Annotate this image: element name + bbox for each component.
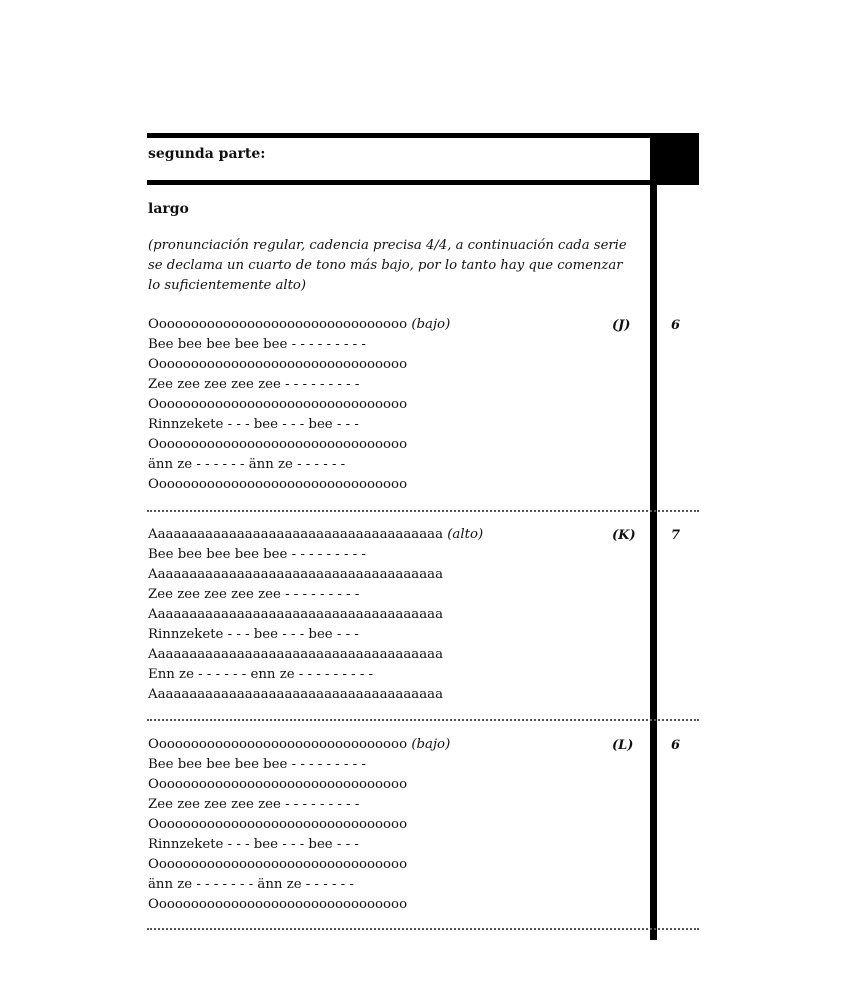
block-marker: (L) xyxy=(612,738,634,753)
block-number: 7 xyxy=(671,528,681,543)
verse-line: Enn ze - - - - - - enn ze - - - - - - - - - xyxy=(148,667,374,682)
verse-line: Rinnzekete - - - bee - - - bee - - - xyxy=(148,627,359,642)
verse-line: änn ze - - - - - - - änn ze - - - - - - xyxy=(148,877,354,892)
verse-line xyxy=(148,315,648,335)
verse-line: Zee zee zee zee zee - - - - - - - - - xyxy=(148,377,360,392)
top-rule xyxy=(147,133,699,138)
verse-line: Bee bee bee bee bee - - - - - - - - - xyxy=(148,547,366,562)
verse-line: Bee bee bee bee bee - - - - - - - - - xyxy=(148,337,366,352)
verse-line: Zee zee zee zee zee - - - - - - - - - xyxy=(148,587,360,602)
verse-block-j xyxy=(148,315,648,495)
verse-line: Aaaaaaaaaaaaaaaaaaaaaaaaaaaaaaaaaaaaa xyxy=(148,647,443,662)
section-title: largo xyxy=(148,201,189,217)
dotted-separator xyxy=(147,928,699,930)
verse-line: änn ze - - - - - - änn ze - - - - - - xyxy=(148,457,346,472)
verse-line: Oooooooooooooooooooooooooooooooo xyxy=(148,857,408,872)
verse-line: Oooooooooooooooooooooooooooooooo xyxy=(148,817,408,832)
verse-line: Oooooooooooooooooooooooooooooooo xyxy=(148,897,408,912)
dotted-separator xyxy=(147,719,699,721)
header-black-box xyxy=(650,133,699,185)
verse-line xyxy=(148,525,648,545)
pitch-note: (bajo) xyxy=(411,737,451,752)
verse-line: Aaaaaaaaaaaaaaaaaaaaaaaaaaaaaaaaaaaaa xyxy=(148,607,443,622)
block-number: 6 xyxy=(671,318,681,333)
verse-line: Zee zee zee zee zee - - - - - - - - - xyxy=(148,797,360,812)
dotted-separator xyxy=(147,510,699,512)
pitch-note: (bajo) xyxy=(411,317,451,332)
pitch-note: (alto) xyxy=(447,527,484,542)
verse-line: Aaaaaaaaaaaaaaaaaaaaaaaaaaaaaaaaaaaaa xyxy=(148,687,443,702)
verse-block-k xyxy=(148,525,648,705)
block-number: 6 xyxy=(671,738,681,753)
verse-block-l xyxy=(148,735,648,915)
verse-line: Bee bee bee bee bee - - - - - - - - - xyxy=(148,757,366,772)
section-instructions: (pronunciación regular, cadencia precisa 4/4, a continuación cada serie se declama un cuarto de tono más bajo, por lo tanto hay que comenzar lo suficientemente alto) xyxy=(148,238,627,293)
verse-line-text: Aaaaaaaaaaaaaaaaaaaaaaaaaaaaaaaaaaaaa xyxy=(148,527,443,542)
vertical-bar xyxy=(650,133,657,940)
verse-line-text: Oooooooooooooooooooooooooooooooo xyxy=(148,317,408,332)
part-title: segunda parte: xyxy=(148,146,266,162)
block-marker: (K) xyxy=(612,528,636,543)
verse-line: Oooooooooooooooooooooooooooooooo xyxy=(148,357,408,372)
verse-line: Oooooooooooooooooooooooooooooooo xyxy=(148,477,408,492)
verse-line-text: Oooooooooooooooooooooooooooooooo xyxy=(148,737,408,752)
verse-line: Rinnzekete - - - bee - - - bee - - - xyxy=(148,837,359,852)
header-bottom-rule xyxy=(147,180,657,185)
verse-line: Aaaaaaaaaaaaaaaaaaaaaaaaaaaaaaaaaaaaa xyxy=(148,567,443,582)
verse-line: Oooooooooooooooooooooooooooooooo xyxy=(148,777,408,792)
block-marker: (J) xyxy=(612,318,631,333)
verse-line: Rinnzekete - - - bee - - - bee - - - xyxy=(148,417,359,432)
verse-line: Oooooooooooooooooooooooooooooooo xyxy=(148,397,408,412)
verse-line: Oooooooooooooooooooooooooooooooo xyxy=(148,437,408,452)
verse-line xyxy=(148,735,648,755)
